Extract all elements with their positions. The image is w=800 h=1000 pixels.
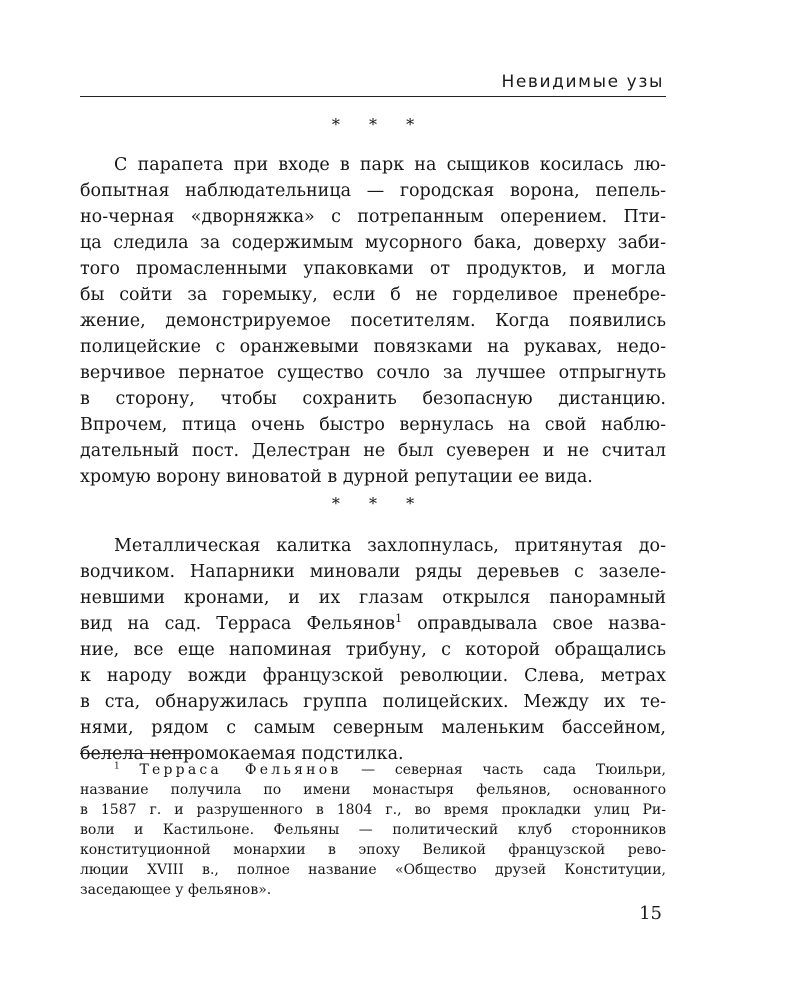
footnote-line: воли и Кастильоне. Фельяны — политический клуб сторонников: [80, 822, 666, 838]
footnote-term: Терраса Фельянов: [139, 762, 342, 778]
text-line: полицейские с оранжевыми повязками на рукавах, недо-: [80, 337, 666, 357]
footnote: [80, 760, 666, 900]
text-line: к народу вожди французской революции. Слева, метрах: [80, 666, 666, 686]
text-line: ца следила за содержимым мусорного бака, доверху заби-: [80, 233, 666, 253]
text-line: в ста, обнаружилась группа полицейских. Между их те-: [80, 692, 666, 712]
footnote-reference[interactable]: 1: [395, 612, 403, 626]
section-separator: * * *: [331, 494, 427, 513]
section-separator: * * *: [331, 115, 427, 134]
text-line: белела непромокаемая подстилка.: [80, 744, 404, 764]
text-line: того промасленными упаковками от продуктов, и могла: [80, 259, 666, 279]
text-line: дательный пост. Делестран не был суеверен и не считал: [80, 441, 666, 461]
footnote-text: — северная часть сада Тюильри,: [341, 762, 666, 778]
footnote-line: заседающее у фельянов».: [80, 882, 272, 898]
paragraph-garden: [80, 533, 666, 767]
running-header: [80, 70, 666, 97]
text-line: водчиком. Напарники миновали ряды деревьев с зазеле-: [80, 562, 666, 582]
text-line: С парапета при входе в парк на сыщиков косилась лю-: [114, 155, 666, 175]
footnote-line: конституционной монархии в эпоху Великой французской рево-: [80, 842, 666, 858]
text-fragment: вид на сад. Терраса Фельянов: [80, 614, 396, 634]
footnote-line: [80, 760, 666, 780]
text-line: ние, все еще напоминая трибуну, с которой обращались: [80, 640, 666, 660]
text-line: но-черная «дворняжка» с потрепанным оперением. Пти-: [80, 207, 666, 227]
text-line: в сторону, чтобы сохранить безопасную дистанцию.: [80, 389, 666, 409]
footnote-line: в 1587 г. и разрушенного в 1804 г., во время прокладки улиц Ри-: [80, 802, 666, 818]
footnote-divider: [80, 753, 190, 754]
book-page: [80, 0, 666, 1000]
text-line: Металлическая калитка захлопнулась, притянутая до-: [114, 536, 666, 556]
running-title: Невидимые узы: [501, 72, 664, 92]
text-line: Впрочем, птица очень быстро вернулась на свой наблю-: [80, 415, 666, 435]
text-line: хромую ворону виноватой в дурной репутации ее вида.: [80, 467, 593, 487]
footnote-mark: 1: [114, 761, 120, 772]
footnote-line: люции XVIII в., полное название «Общество друзей Конституции,: [80, 862, 666, 878]
footnote-line: название получила по имени монастыря фельянов, основанного: [80, 782, 666, 798]
text-fragment: оправдывала свое назва-: [402, 614, 666, 634]
text-line: бопытная наблюдательница — городская ворона, пепель-: [80, 181, 666, 201]
text-line: нями, рядом с самым северным маленьким бассейном,: [80, 718, 666, 738]
paragraph-crow: [80, 152, 666, 490]
page-number: 15: [639, 903, 662, 924]
text-line: невшими кронами, и их глазам открылся панорамный: [80, 588, 666, 608]
text-line: верчивое пернатое существо сочло за лучшее отпрыгнуть: [80, 363, 666, 383]
text-line: бы сойти за горемыку, если б не горделивое пренебре-: [80, 285, 666, 305]
text-line: [80, 611, 666, 637]
text-line: жение, демонстрируемое посетителям. Когда появились: [80, 311, 666, 331]
